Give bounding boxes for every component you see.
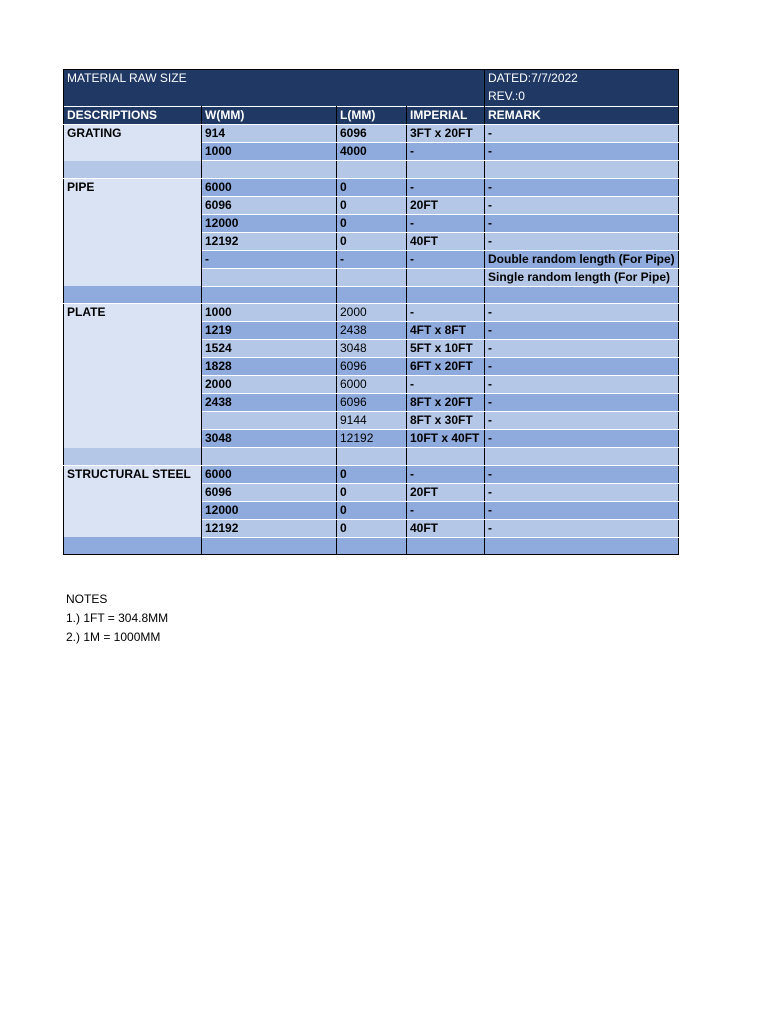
notes-section	[66, 590, 168, 647]
w-cell: 1219	[202, 322, 337, 340]
l-cell: 0	[337, 214, 407, 232]
imperial-cell: -	[407, 465, 485, 483]
w-cell: 1000	[202, 143, 337, 161]
separator-cell	[202, 161, 337, 179]
w-cell: 2000	[202, 376, 337, 394]
l-cell: 0	[337, 232, 407, 250]
separator-cell	[407, 161, 485, 179]
w-cell: 1000	[202, 304, 337, 322]
remark-cell: -	[485, 125, 679, 143]
imperial-cell: 3FT x 20FT	[407, 125, 485, 143]
imperial-cell: -	[407, 214, 485, 232]
group-plate: PLATE	[64, 304, 202, 448]
separator-cell	[407, 537, 485, 555]
l-cell: 9144	[337, 412, 407, 430]
remark-cell: Single random length (For Pipe)	[485, 268, 679, 286]
dated-cell: DATED:7/7/2022	[485, 70, 679, 89]
w-cell: -	[202, 250, 337, 268]
separator-cell	[64, 448, 202, 466]
group-grating: GRATING	[64, 125, 202, 161]
l-cell: 3048	[337, 340, 407, 358]
group-pipe: PIPE	[64, 178, 202, 286]
l-cell: 4000	[337, 143, 407, 161]
remark-cell: -	[485, 340, 679, 358]
separator-cell	[485, 448, 679, 466]
w-cell: 1828	[202, 358, 337, 376]
imperial-cell	[407, 268, 485, 286]
imperial-cell: -	[407, 178, 485, 196]
w-cell: 6000	[202, 178, 337, 196]
w-cell	[202, 268, 337, 286]
separator-row	[64, 286, 679, 304]
separator-cell	[202, 537, 337, 555]
sheet-title: MATERIAL RAW SIZE	[64, 70, 485, 107]
separator-row	[64, 537, 679, 555]
separator-cell	[202, 286, 337, 304]
l-cell: 6096	[337, 125, 407, 143]
w-cell: 12000	[202, 501, 337, 519]
remark-cell: -	[485, 322, 679, 340]
remark-cell: -	[485, 304, 679, 322]
separator-cell	[337, 161, 407, 179]
separator-cell	[485, 537, 679, 555]
remark-cell: -	[485, 394, 679, 412]
remark-cell: -	[485, 214, 679, 232]
separator-cell	[337, 448, 407, 466]
l-cell: 2000	[337, 304, 407, 322]
header-l: L(MM)	[337, 107, 407, 125]
table-row	[64, 304, 679, 322]
remark-cell: -	[485, 483, 679, 501]
imperial-cell: 6FT x 20FT	[407, 358, 485, 376]
imperial-cell: 4FT x 8FT	[407, 322, 485, 340]
title-row	[64, 70, 679, 89]
remark-cell: -	[485, 178, 679, 196]
table-row	[64, 178, 679, 196]
remark-cell: -	[485, 430, 679, 448]
separator-cell	[64, 537, 202, 555]
separator-cell	[337, 286, 407, 304]
imperial-cell: -	[407, 376, 485, 394]
w-cell: 12000	[202, 214, 337, 232]
imperial-cell: 10FT x 40FT	[407, 430, 485, 448]
note-item: 1.) 1FT = 304.8MM	[66, 611, 169, 625]
w-cell: 12192	[202, 519, 337, 537]
l-cell: -	[337, 250, 407, 268]
remark-cell: Double random length (For Pipe)	[485, 250, 679, 268]
l-cell: 0	[337, 519, 407, 537]
l-cell: 0	[337, 465, 407, 483]
note-item: 2.) 1M = 1000MM	[66, 630, 161, 644]
w-cell: 6000	[202, 465, 337, 483]
separator-cell	[407, 448, 485, 466]
l-cell: 12192	[337, 430, 407, 448]
separator-cell	[202, 448, 337, 466]
separator-cell	[337, 537, 407, 555]
w-cell: 3048	[202, 430, 337, 448]
separator-cell	[485, 286, 679, 304]
imperial-cell: 20FT	[407, 483, 485, 501]
imperial-cell: -	[407, 501, 485, 519]
remark-cell: -	[485, 376, 679, 394]
header-row	[64, 107, 679, 125]
separator-cell	[485, 161, 679, 179]
l-cell: 0	[337, 501, 407, 519]
l-cell: 6096	[337, 394, 407, 412]
w-cell: 1524	[202, 340, 337, 358]
remark-cell: -	[485, 232, 679, 250]
separator-row	[64, 161, 679, 179]
header-w: W(MM)	[202, 107, 337, 125]
w-cell: 2438	[202, 394, 337, 412]
material-raw-size-table	[63, 69, 679, 555]
header-remark: REMARK	[485, 107, 679, 125]
l-cell: 0	[337, 196, 407, 214]
remark-cell: -	[485, 143, 679, 161]
separator-cell	[64, 286, 202, 304]
separator-cell	[64, 161, 202, 179]
imperial-cell: -	[407, 143, 485, 161]
header-imperial: IMPERIAL	[407, 107, 485, 125]
imperial-cell: -	[407, 250, 485, 268]
table-row	[64, 465, 679, 483]
group-structural-steel: STRUCTURAL STEEL	[64, 465, 202, 537]
imperial-cell: -	[407, 304, 485, 322]
imperial-cell: 40FT	[407, 519, 485, 537]
l-cell: 6000	[337, 376, 407, 394]
l-cell: 2438	[337, 322, 407, 340]
imperial-cell: 20FT	[407, 196, 485, 214]
l-cell: 6096	[337, 358, 407, 376]
remark-cell: -	[485, 358, 679, 376]
imperial-cell: 40FT	[407, 232, 485, 250]
header-descriptions: DESCRIPTIONS	[64, 107, 202, 125]
remark-cell: -	[485, 196, 679, 214]
l-cell	[337, 268, 407, 286]
w-cell	[202, 412, 337, 430]
rev-cell: REV.:0	[485, 88, 679, 107]
remark-cell: -	[485, 501, 679, 519]
w-cell: 914	[202, 125, 337, 143]
l-cell: 0	[337, 178, 407, 196]
remark-cell: -	[485, 465, 679, 483]
separator-cell	[407, 286, 485, 304]
w-cell: 6096	[202, 483, 337, 501]
notes-heading: NOTES	[66, 592, 108, 606]
l-cell: 0	[337, 483, 407, 501]
separator-row	[64, 448, 679, 466]
w-cell: 12192	[202, 232, 337, 250]
imperial-cell: 8FT x 30FT	[407, 412, 485, 430]
w-cell: 6096	[202, 196, 337, 214]
remark-cell: -	[485, 412, 679, 430]
imperial-cell: 5FT x 10FT	[407, 340, 485, 358]
imperial-cell: 8FT x 20FT	[407, 394, 485, 412]
table-row	[64, 125, 679, 143]
remark-cell: -	[485, 519, 679, 537]
